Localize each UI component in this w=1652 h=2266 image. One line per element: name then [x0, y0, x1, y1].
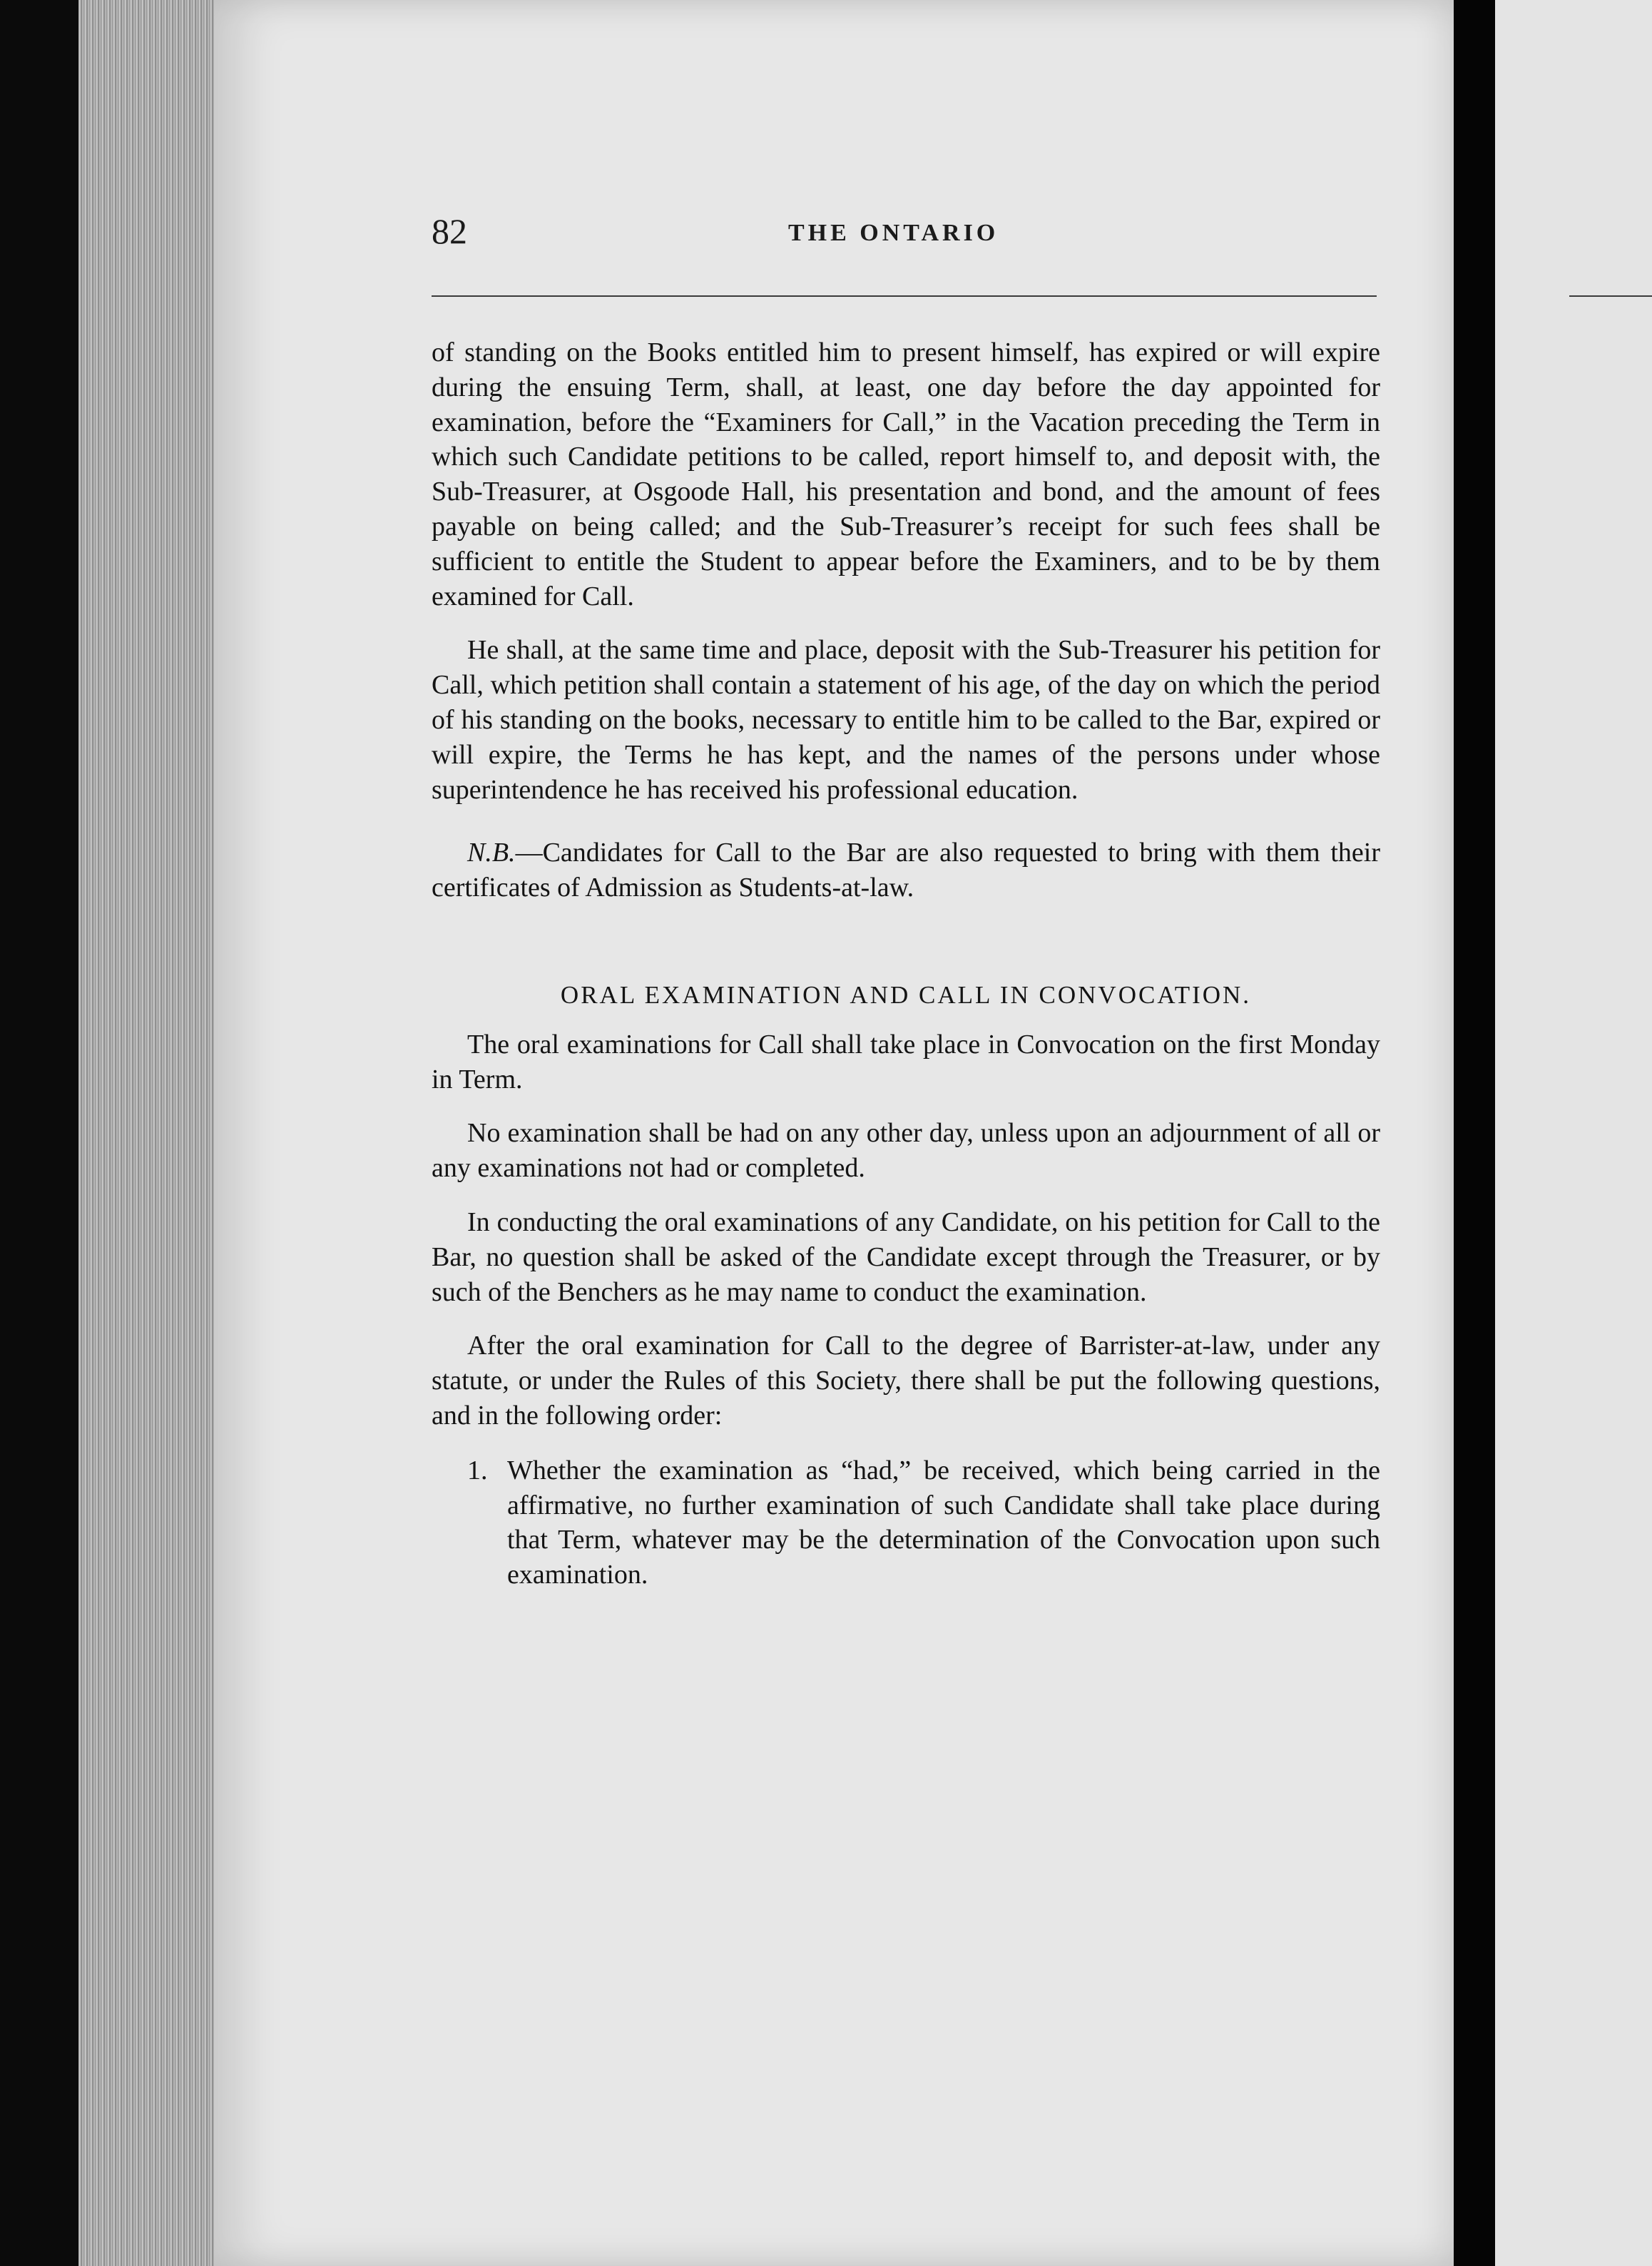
list-item-text: Whether the examination as “had,” be received, which being carried in the affirmative, no further examination of such Candidate shall take place during that Term, whatever may be the determination of the Convocation upon such examination.: [507, 1455, 1380, 1590]
paragraph: of standing on the Books entitled him to present himself, has expired or will expire during the ensuing Term, shall, at least, one day before the day appointed for examination, before the “Examiners for Call,” in the Vacation preceding the Term in which such Candidate petitions to be called, report himself to, and deposit with, the Sub-Treasurer, at Osgoode Hall, his presentation and bond, and the amount of fees payable on being called; and the Sub-Treasurer’s receipt for such fees shall be sufficient to entitle the Student to appear before the Examiners, and to be by them examined for Call.: [432, 337, 1380, 611]
facing-header-rule: [1569, 295, 1652, 297]
nb-paragraph: [432, 835, 1380, 905]
paragraph: After the oral examination for Call to the degree of Barrister-at-law, under any statute, or under the Rules of this Society, there shall be put the following questions, and in the following order:: [432, 1331, 1380, 1431]
book-gutter: [1454, 0, 1495, 2266]
paragraph: The oral examinations for Call shall take place in Convocation on the first Monday in Term.: [432, 1029, 1380, 1094]
nb-text: —Candidates for Call to the Bar are also requested to bring with them their certificates of Admission as Students-at-law.: [432, 838, 1380, 903]
list-item: [432, 1453, 1380, 1592]
paragraph: He shall, at the same time and place, deposit with the Sub-Treasurer his petition for Call, which petition shall contain a statement of his age, of the day on which the period of his standing on the books, necessary to entitle him to be called to the Bar, expired or will expire, the Terms he has kept, and the names of the persons under whose superintendence he has received his professional education.: [432, 635, 1380, 805]
running-head: THE ONTARIO: [788, 220, 999, 246]
section-heading: ORAL EXAMINATION AND CALL IN CONVOCATION.: [560, 980, 1252, 1009]
page-number: 82: [432, 211, 467, 251]
paragraph: In conducting the oral examinations of any Candidate, on his petition for Call to the Bar, no question shall be asked of the Candidate except through the Treasurer, or by such of the Benchers as he may name to conduct the examination.: [432, 1206, 1380, 1307]
paragraph: No examination shall be had on any other day, unless upon an adjournment of all or any examinations not had or completed.: [432, 1118, 1380, 1184]
page-body: [432, 335, 1380, 1592]
nb-label: N.B.: [467, 838, 516, 868]
list-item-number: 1.: [467, 1455, 488, 1485]
book-page-edges: [78, 0, 228, 2266]
right-page: [1495, 0, 1652, 2266]
header-rule: [432, 295, 1377, 297]
